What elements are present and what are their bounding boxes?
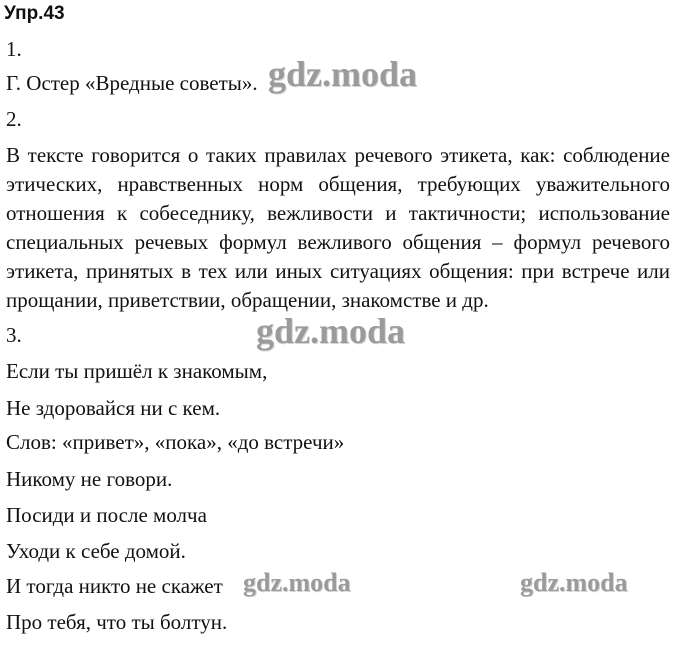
section-2-line-4: специальных речевых формул вежливого общения – формул речевого xyxy=(6,230,670,254)
section-2-line-3: отношения к собеседнику, вежливости и тактичности; использование xyxy=(6,201,670,225)
section-2-line-2: этических, нравственных норм общения, требующих уважительного xyxy=(6,172,670,196)
section-3-number: 3. xyxy=(6,323,22,347)
section-1-text: Г. Остер «Вредные советы». xyxy=(6,71,258,95)
watermark-logo: gdz.moda xyxy=(243,568,351,597)
section-2-line-5: этикета, принятых в тех или иных ситуациях общения: при встрече или xyxy=(6,259,670,283)
poem-line-7: И тогда никто не скажет xyxy=(6,574,223,598)
poem-line-5: Посиди и после молча xyxy=(6,503,207,527)
section-2-line-1: В тексте говорится о таких правилах речевого этикета, как: соблюдение xyxy=(6,143,670,167)
section-1-number: 1. xyxy=(6,37,22,61)
exercise-title: Упр.43 xyxy=(4,3,65,24)
poem-line-3: Слов: «привет», «пока», «до встречи» xyxy=(6,430,345,454)
watermark-logo: gdz.moda xyxy=(256,311,406,351)
watermark-logo: gdz.moda xyxy=(520,568,628,597)
poem-line-1: Если ты пришёл к знакомым, xyxy=(6,359,268,383)
watermark-logo: gdz.moda xyxy=(268,54,418,94)
poem-line-8: Про тебя, что ты болтун. xyxy=(6,610,228,634)
section-2-number: 2. xyxy=(6,107,22,131)
poem-line-2: Не здоровайся ни с кем. xyxy=(6,396,221,420)
poem-line-6: Уходи к себе домой. xyxy=(6,539,186,563)
section-2-line-6: прощании, приветствии, обращении, знакомстве и др. xyxy=(6,288,489,312)
poem-line-4: Никому не говори. xyxy=(6,467,173,491)
